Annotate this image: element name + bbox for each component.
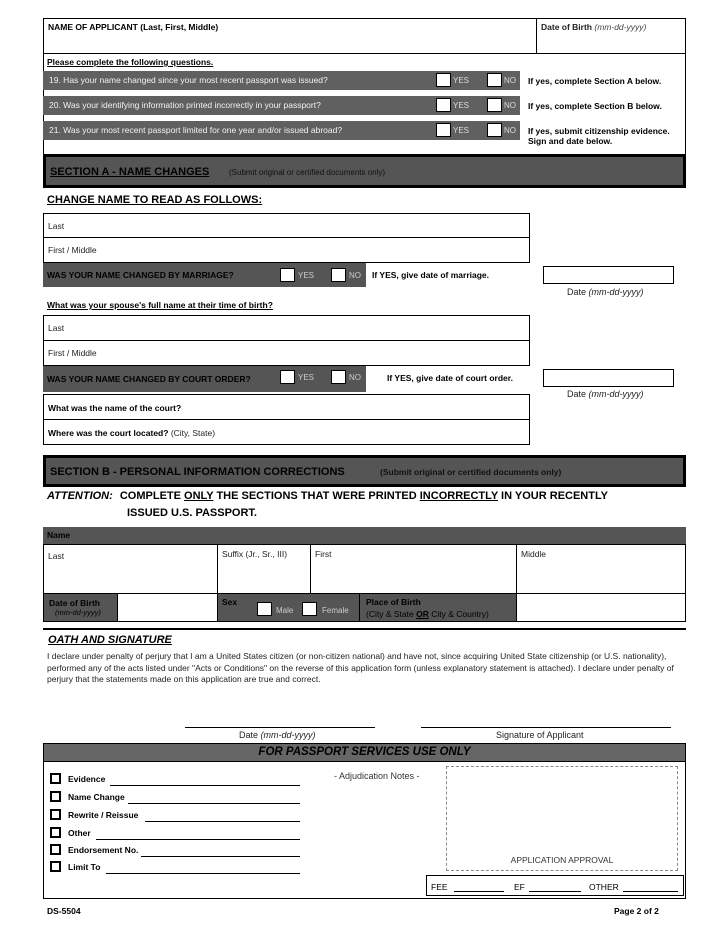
court-order-note: If YES, give date of court order. bbox=[387, 373, 513, 383]
applicant-name-label: NAME OF APPLICANT (Last, First, Middle) bbox=[48, 22, 219, 32]
new-first-middle-field[interactable] bbox=[43, 237, 530, 263]
limit-to-line bbox=[106, 873, 300, 874]
evidence-label: Evidence bbox=[68, 774, 106, 784]
correction-sex-cell: Sex bbox=[217, 593, 360, 622]
form-id: DS-5504 bbox=[47, 906, 81, 916]
question-19-yes-checkbox[interactable] bbox=[436, 73, 451, 87]
court-no-checkbox[interactable] bbox=[331, 370, 346, 384]
correction-pob-field[interactable] bbox=[516, 593, 686, 622]
signature-label: Signature of Applicant bbox=[496, 730, 584, 740]
court-name-field[interactable] bbox=[43, 394, 530, 420]
fee-row bbox=[426, 875, 684, 896]
question-21-note: If yes, submit citizenship evidence. Sign and date below. bbox=[528, 126, 670, 146]
office-use-header bbox=[43, 743, 686, 762]
section-b-title: SECTION B - PERSONAL INFORMATION CORRECTIONS bbox=[50, 466, 345, 478]
spouse-first-middle-label: First / Middle bbox=[48, 348, 97, 358]
oath-text: I declare under penalty of perjury that I am a United States citizen (or non-citizen national) and have not, since acquiring United State citizenship (or U.S. nationality), performed any of the acts listed under "Acts or Conditions" on the reverse of this application form (unless explanatory statement is attached). I declare under penalty of perjury that the statements made on this application are true and correct. bbox=[47, 651, 674, 684]
attention-label: ATTENTION: bbox=[47, 490, 113, 502]
ef-line bbox=[529, 891, 581, 892]
attention-line-2: ISSUED U.S. PASSPORT. bbox=[127, 507, 257, 519]
question-19-yes-label: YES bbox=[453, 76, 470, 85]
oath-divider bbox=[43, 628, 686, 630]
question-20-no-checkbox[interactable] bbox=[487, 98, 502, 112]
endorsement-checkbox[interactable] bbox=[50, 844, 61, 855]
fee-line bbox=[454, 891, 504, 892]
sex-male-checkbox[interactable] bbox=[257, 602, 272, 616]
other-line bbox=[96, 839, 300, 840]
oath-date-line bbox=[185, 727, 375, 728]
marriage-date-field[interactable] bbox=[543, 266, 674, 284]
new-first-middle-label: First / Middle bbox=[48, 245, 97, 255]
attention-line-1: ATTENTION: COMPLETE ONLY THE SECTIONS THAT WERE PRINTED INCORRECTLY IN YOUR RECENTLY bbox=[47, 490, 609, 502]
court-order-date-label: Date (mm-dd-yyyy) bbox=[567, 389, 644, 399]
adjudication-notes-box[interactable] bbox=[446, 766, 678, 871]
rewrite-reissue-line bbox=[145, 821, 300, 822]
correction-suffix-field[interactable] bbox=[217, 544, 311, 594]
court-order-date-field[interactable] bbox=[543, 369, 674, 387]
signature-line bbox=[421, 727, 671, 728]
application-approval-label: APPLICATION APPROVAL bbox=[510, 855, 614, 865]
correction-last-field[interactable] bbox=[43, 544, 218, 594]
question-19-text: 19. Has your name changed since your most recent passport was issued? bbox=[49, 75, 328, 85]
oath-title: OATH AND SIGNATURE bbox=[48, 634, 172, 646]
other-label: Other bbox=[68, 828, 91, 838]
court-order-question-bar bbox=[43, 366, 366, 392]
rewrite-reissue-label: Rewrite / Reissue bbox=[68, 810, 139, 820]
name-bar-label: Name bbox=[47, 530, 71, 540]
question-21-yes-label: YES bbox=[453, 126, 470, 135]
limit-to-checkbox[interactable] bbox=[50, 861, 61, 872]
question-20-text: 20. Was your identifying information printed incorrectly in your passport? bbox=[49, 100, 321, 110]
section-a-subtitle: (Submit original or certified documents only) bbox=[229, 168, 386, 177]
court-name-label: What was the name of the court? bbox=[48, 403, 182, 413]
marriage-no-label: NO bbox=[349, 271, 361, 280]
spouse-last-name-label: Last bbox=[48, 323, 65, 333]
court-order-question-text: WAS YOUR NAME CHANGED BY COURT ORDER? bbox=[47, 374, 251, 384]
question-20-note: If yes, complete Section B below. bbox=[528, 101, 662, 111]
questions-intro: Please complete the following questions. bbox=[47, 57, 214, 67]
evidence-checkbox[interactable] bbox=[50, 773, 61, 784]
office-use-title: FOR PASSPORT SERVICES USE ONLY bbox=[258, 746, 471, 758]
limit-to-label: Limit To bbox=[68, 862, 101, 872]
sex-female-checkbox[interactable] bbox=[302, 602, 317, 616]
new-last-name-label: Last bbox=[48, 221, 65, 231]
section-b-subtitle: (Submit original or certified documents only) bbox=[380, 467, 562, 477]
name-change-checkbox[interactable] bbox=[50, 791, 61, 802]
marriage-question-bar bbox=[43, 263, 366, 287]
question-19-note: If yes, complete Section A below. bbox=[528, 76, 662, 86]
correction-middle-label: Middle bbox=[521, 549, 547, 559]
sex-male-label: Male bbox=[276, 606, 294, 615]
court-yes-checkbox[interactable] bbox=[280, 370, 295, 384]
question-21-text: 21. Was your most recent passport limited for one year and/or issued abroad? bbox=[49, 125, 343, 135]
section-a-header bbox=[43, 154, 686, 188]
oath-date-label: Date (mm-dd-yyyy) bbox=[239, 730, 316, 740]
other-fee-line bbox=[623, 891, 678, 892]
correction-dob-field[interactable] bbox=[117, 593, 218, 622]
correction-first-label: First bbox=[315, 549, 332, 559]
marriage-yes-label: YES bbox=[298, 271, 315, 280]
marriage-note: If YES, give date of marriage. bbox=[372, 270, 489, 280]
question-21-no-label: NO bbox=[504, 126, 516, 135]
rewrite-reissue-checkbox[interactable] bbox=[50, 809, 61, 820]
sex-female-label: Female bbox=[322, 606, 349, 615]
new-last-name-field[interactable] bbox=[43, 213, 530, 238]
ef-label: EF bbox=[514, 882, 525, 892]
fee-label: FEE bbox=[431, 882, 448, 892]
other-checkbox[interactable] bbox=[50, 827, 61, 838]
applicant-dob-label: Date of Birth (mm-dd-yyyy) bbox=[541, 22, 647, 32]
marriage-date-label: Date (mm-dd-yyyy) bbox=[567, 287, 644, 297]
correction-middle-field[interactable] bbox=[516, 544, 686, 594]
question-20-yes-checkbox[interactable] bbox=[436, 98, 451, 112]
question-19-no-checkbox[interactable] bbox=[487, 73, 502, 87]
correction-first-field[interactable] bbox=[310, 544, 517, 594]
adjudication-notes-label: - Adjudication Notes - bbox=[334, 771, 420, 781]
question-21-yes-checkbox[interactable] bbox=[436, 123, 451, 137]
spouse-last-name-field[interactable] bbox=[43, 315, 530, 341]
court-no-label: NO bbox=[349, 373, 361, 382]
correction-suffix-label: Suffix (Jr., Sr., III) bbox=[222, 549, 288, 559]
correction-last-label: Last bbox=[48, 551, 65, 561]
court-location-label: Where was the court located? (City, State) bbox=[48, 428, 216, 438]
correction-dob-label-cell: Date of Birth (mm-dd-yyyy) bbox=[43, 593, 118, 622]
correction-pob-label-cell: Place of Birth (City & State OR City & Country) bbox=[359, 593, 517, 622]
endorsement-label: Endorsement No. bbox=[68, 845, 139, 855]
evidence-line bbox=[110, 785, 300, 786]
applicant-name-field[interactable] bbox=[43, 18, 537, 54]
spouse-question: What was your spouse's full name at their time of birth? bbox=[47, 300, 273, 310]
name-bar bbox=[43, 527, 686, 544]
section-b-header bbox=[43, 455, 686, 487]
name-change-label: Name Change bbox=[68, 792, 125, 802]
change-name-heading: CHANGE NAME TO READ AS FOLLOWS: bbox=[47, 194, 263, 206]
question-21-no-checkbox[interactable] bbox=[487, 123, 502, 137]
name-change-line bbox=[128, 803, 300, 804]
court-location-field[interactable] bbox=[43, 419, 530, 445]
applicant-dob-field[interactable] bbox=[536, 18, 686, 54]
spouse-first-middle-field[interactable] bbox=[43, 340, 530, 366]
marriage-question-text: WAS YOUR NAME CHANGED BY MARRIAGE? bbox=[47, 270, 234, 280]
endorsement-line bbox=[141, 856, 300, 857]
question-20-yes-label: YES bbox=[453, 101, 470, 110]
question-19-no-label: NO bbox=[504, 76, 516, 85]
marriage-yes-checkbox[interactable] bbox=[280, 268, 295, 282]
marriage-no-checkbox[interactable] bbox=[331, 268, 346, 282]
section-a-title: SECTION A - NAME CHANGES bbox=[50, 166, 210, 178]
question-20-no-label: NO bbox=[504, 101, 516, 110]
other-fee-label: OTHER bbox=[589, 882, 619, 892]
page-number: Page 2 of 2 bbox=[614, 906, 659, 916]
court-yes-label: YES bbox=[298, 373, 315, 382]
